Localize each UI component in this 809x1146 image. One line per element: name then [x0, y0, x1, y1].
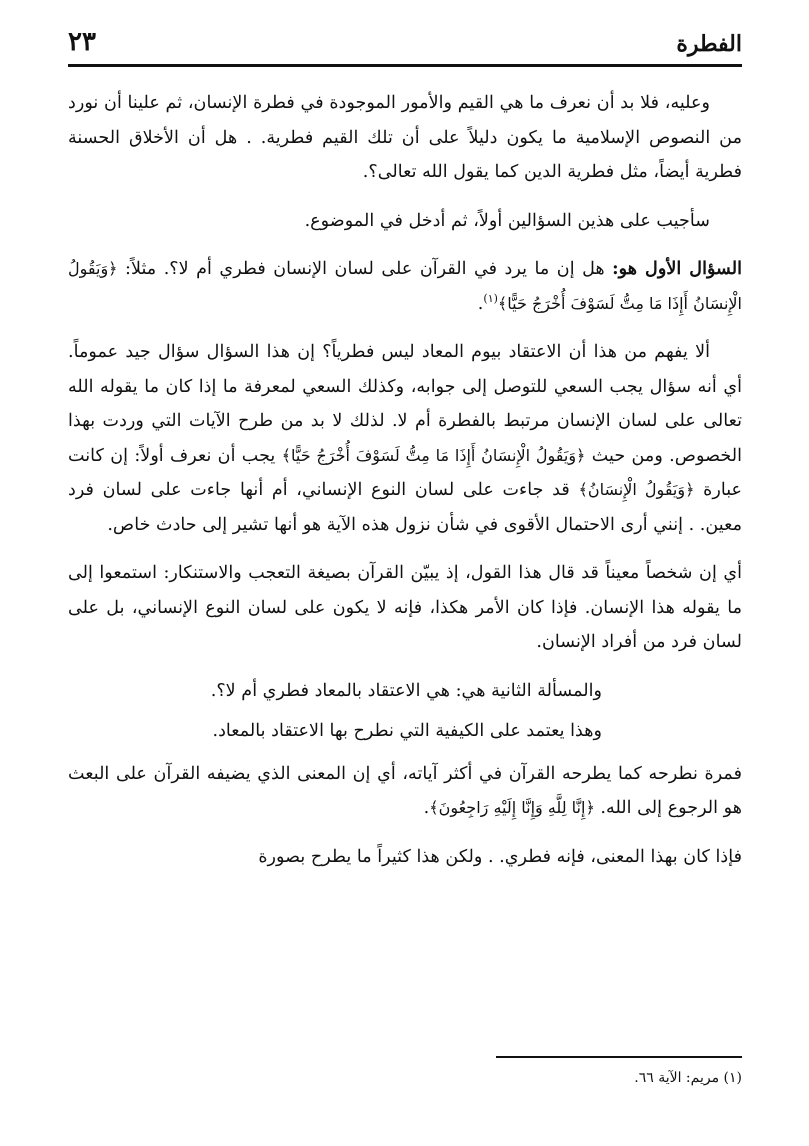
paragraph-answer-plan: سأجيب على هذين السؤالين أولاً، ثم أدخل في الموضوع. [304, 210, 710, 231]
page-number: ٢٣ [68, 27, 96, 57]
quran-verse: ﴿وَيَقُولُ الْإِنسَانُ أَإِذَا مَا مِتُّ لَسَوْفَ أُخْرَجُ حَيًّا﴾ [68, 259, 742, 313]
footnote: (١) مريم: الآية ٦٦. [634, 1070, 742, 1086]
first-question-lead: السؤال الأول هو: [612, 258, 742, 279]
footnote-reference: (١) [483, 291, 498, 305]
discussion-part-2: يجب أن نعرف أولاً: إن كانت عبارة [68, 445, 742, 500]
paragraph-intro: وعليه، فلا بد أن نعرف ما هي القيم والأمور الموجودة في فطرة الإنسان، ثم علينا أن نورد من النصوص الإسلامية ما يكون دليلاً على أن تلك القيم فطرية. . هل أن الأخلاق الحسنة فطرية أيضاً، مثل فطرية الدين كما يقول الله تعالى؟. [68, 93, 742, 182]
quran-verse: ﴿وَيَقُولُ الْإِنسَانُ أَإِذَا مَا مِتُّ لَسَوْفَ أُخْرَجُ حَيًّا﴾ [281, 445, 586, 465]
discussion-part-1: ألا يفهم من هذا أن الاعتقاد بيوم المعاد ليس فطرياً؟ إن هذا السؤال سؤال جيد عموماً. أي أنه سؤال يجب السعي للتوصل إلى جوابه، وكذلك السعي لمعرفة ما إذا كان ما يقوله الله تعالى على لسان الإنسان مرتبط بالفطرة أم لا. لذلك لا بد من طرح الآيات التي وردت بهذا الخصوص. ومن حيث [68, 342, 742, 466]
paragraph-return-to-god [68, 757, 742, 826]
footnote-divider [496, 1056, 742, 1058]
return-to-god-text: فمرة نطرحه كما يطرحه القرآن في أكثر آياته، أي إن المعنى الذي يضيفه القرآن على البعث هو الرجوع إلى الله. [68, 763, 742, 818]
quran-verse: ﴿وَيَقُولُ الْإِنسَانُ﴾ [578, 480, 695, 499]
paragraph-depends: وهذا يعتمد على الكيفية التي نطرح بها الاعتقاد بالمعاد. [212, 721, 602, 741]
discussion-part-3: قد جاءت على لسان النوع الإنساني، أم أنها جاءت على لسان فرد معين. . إنني أرى الاحتمال الأقوى في شأن نزول هذه الآية هو أنها تشير إلى حادث خاص. [68, 480, 742, 535]
paragraph-first-question [68, 252, 742, 321]
book-page [68, 24, 742, 1124]
running-title: الفطرة [676, 31, 742, 57]
paragraph-specific-person: أي إن شخصاً معيناً قد قال هذا القول، إذ يبيّن القرآن بصيغة التعجب والاستنكار: استمعوا إلى ما يقوله هذا الإنسان. فإذا كان الأمر هكذا، فإنه لا يكون على لسان النوع الإنساني، بل على لسان فرد من أفراد الإنسان. [68, 563, 742, 652]
paragraph-second-question: والمسألة الثانية هي: هي الاعتقاد بالمعاد فطري أم لا؟. [210, 680, 602, 701]
first-question-text: هل إن ما يرد في القرآن على لسان الإنسان فطري أم لا؟. مثلاً: [117, 259, 613, 279]
first-question-tail: . [477, 293, 484, 314]
return-to-god-tail: . [423, 798, 430, 818]
paragraph-closing: فإذا كان بهذا المعنى، فإنه فطري. . ولكن هذا كثيراً ما يطرح بصورة [258, 846, 742, 867]
paragraph-discussion [68, 335, 742, 542]
quran-verse: ﴿إِنَّا لِلَّهِ وَإِنَّا إِلَيْهِ رَاجِعُونَ﴾ [429, 798, 595, 817]
page-body [68, 86, 742, 888]
page-header [68, 24, 742, 67]
